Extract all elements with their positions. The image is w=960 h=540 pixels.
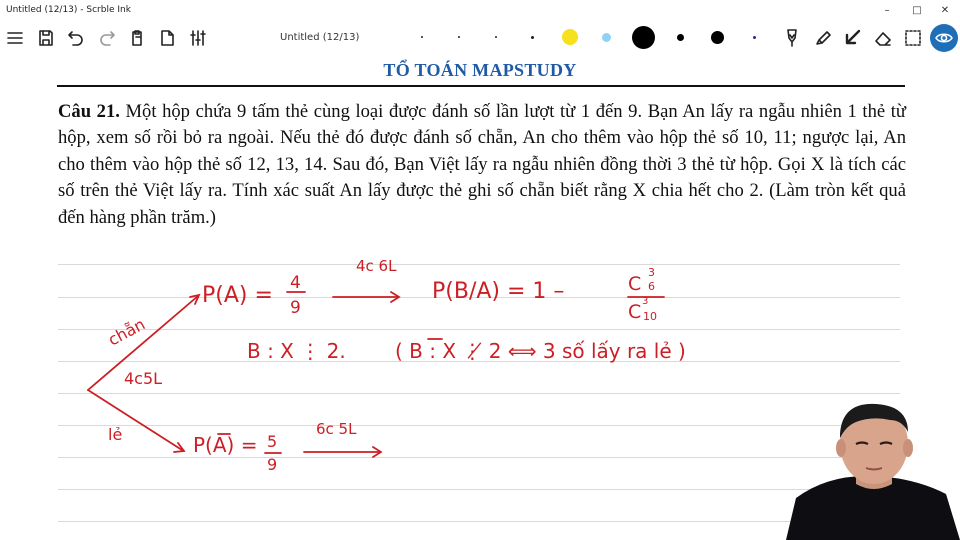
ink-pabar-num: 5: [267, 432, 278, 451]
ink-b-bar-def: ( B : X ⋮̸ 2 ⟺ 3 số lấy ra lẻ ): [395, 339, 686, 363]
ink-pa-den: 9: [290, 298, 301, 318]
ink-b-def: B : X ⋮ 2.: [247, 339, 346, 363]
tree-branch-lower: [88, 390, 182, 450]
ink-pa: P(A) =: [202, 283, 273, 308]
page-header-title: TỔ TOÁN MAPSTUDY: [383, 60, 577, 80]
window-title: Untitled (12/13) - Scrble Ink: [6, 5, 131, 15]
ink-pabar-den: 9: [267, 455, 278, 474]
close-button[interactable]: ✕: [940, 5, 950, 16]
webcam-overlay: [786, 398, 960, 540]
ink-c-bot-sub: 10: [643, 310, 657, 323]
ink-branch-odd: lẻ: [108, 425, 123, 444]
question-body: Một hộp chứa 9 tấm thẻ cùng loại được đánh số lần lượt từ 1 đến 9. Bạn An lấy ra ngẫu nhiên 1 thẻ từ hộp, xem số rồi bỏ ra ngoài. Nếu thẻ đó được đánh số chẵn, An cho thêm vào hộp thẻ số 10, 11; ngược lại, An cho thêm vào hộp thẻ số 12, 13, 14. Sau đó, Bạn Việt lấy ra ngẫu nhiên đồng thời 3 thẻ từ hộp. Gọi X là tích các số trên thẻ Việt lấy ra. Tính xác suất An lấy được thẻ ghi số chẵn biết rằng X chia hết cho 2. (Làm tròn kết quả đến hàng phần trăm.): [58, 101, 906, 228]
ink-c-bot: C: [628, 301, 642, 323]
minimize-button[interactable]: –: [884, 5, 890, 16]
ink-c-bot-sup: 3: [642, 296, 649, 307]
question-label: Câu 21.: [58, 101, 120, 122]
ink-lower-arrow-label: 6c 5L: [316, 420, 357, 438]
ink-pb-given-a: P(B/A) = 1 –: [432, 279, 565, 304]
maximize-button[interactable]: □: [912, 5, 922, 16]
document-title: Untitled (12/13): [280, 32, 360, 43]
ink-upper-arrow-label: 4c 6L: [356, 257, 397, 275]
ink-branch-count: 4c5L: [124, 369, 163, 388]
ink-pa-num: 4: [290, 273, 301, 293]
ink-p-abar: P(A) =: [193, 433, 258, 457]
ink-c-top: C: [628, 273, 642, 295]
ink-c-top-sub: 6: [648, 280, 655, 293]
ink-branch-even: chẵn: [104, 314, 149, 350]
presenter-image: [786, 398, 960, 540]
ink-c-top-sup: 3: [648, 266, 655, 279]
